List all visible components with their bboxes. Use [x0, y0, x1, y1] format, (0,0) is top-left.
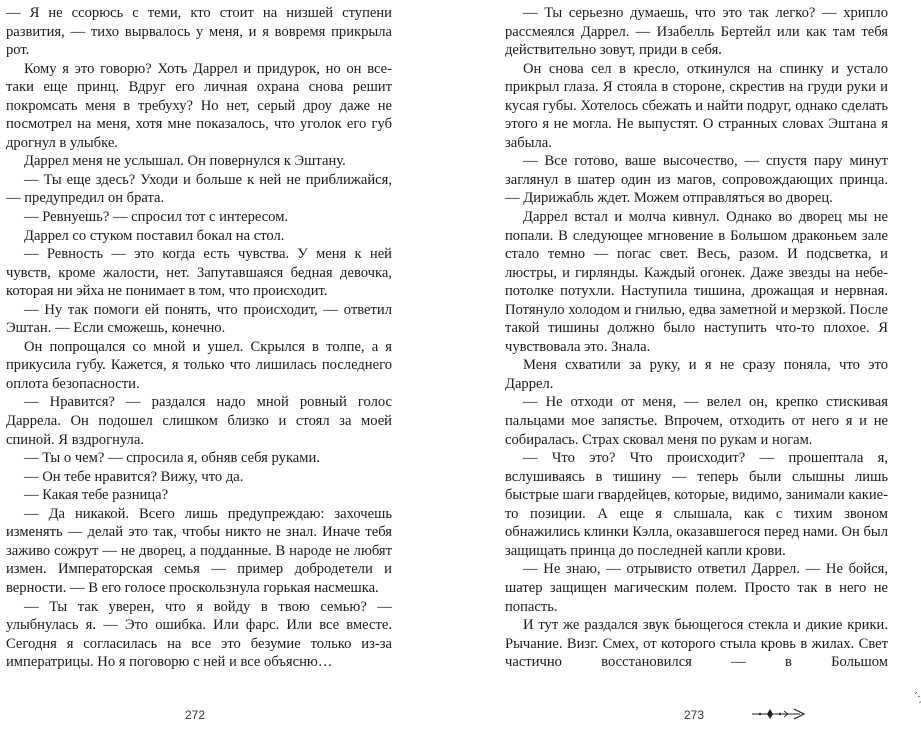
paragraph: Даррел со стуком поставил бокал на стол.	[24, 227, 285, 244]
paragraph: Он попрощался со мной и ушел. Скрылся в толпе, а я прикусила губу. Кажется, я только что лишилась последнего оплота безопасности.	[6, 338, 392, 392]
paragraph: И тут же раздался звук бьющегося стекла и дикие крики. Рычание. Визг. Смех, от которого стыла кровь в жилах. Свет частично восстановился — в Большом	[505, 617, 888, 671]
paragraph: Он снова сел в кресло, откинулся на спинку и устало прикрыл глаза. Я стояла в стороне, скрестив на груди руки и кусая губы. Хотелось сбежать и найти подруг, однако сделать этого я не могла. Не выпустят. О странных словах Эштана я забыла.	[505, 60, 888, 151]
paragraph: — Ты так уверен, что я войду в твою семью? — улыбнулась я. — Это ошибка. Или фарс. Или все вместе. Сегодня я согласилась на все это безумие только из-за императрицы. Но я поговорю с ней и все объясню…	[6, 598, 392, 671]
crescent-moon-icon	[885, 692, 921, 736]
paragraph: Меня схватили за руку, и я не сразу поняла, что это Даррел.	[505, 357, 888, 392]
paragraph: — Ревнуешь? — спросил тот с интересом.	[24, 209, 289, 226]
paragraph: — Да никакой. Всего лишь предупреждаю: захочешь изменять — делай это так, чтобы никто не знал. Иначе тебя заживо сожрут — не дворец, а подданные. В народе не любят измен. Императорская семья — пример добродетели и верности. — В его голосе проскользнула горькая насмешка.	[6, 505, 392, 596]
paragraph: Кому я это говорю? Хоть Даррел и придурок, но он все-таки еще принц. Вдруг его личная охрана снова решит покромсать меня в требуху? Но нет, серый дроу даже не посмотрел на меня, хотя мне показалось, что уголок его губ дрогнул в улыбке.	[6, 60, 392, 151]
arrow-ornament-icon	[750, 706, 810, 722]
paragraph: — Какая тебе разница?	[24, 487, 169, 504]
paragraph: — Не знаю, — отрывисто ответил Даррел. — Не бойся, шатер защищен магическим полем. Просто так в него не попасть.	[505, 561, 888, 615]
right-page	[505, 4, 888, 672]
page-number-right: 273	[684, 708, 705, 722]
paragraph: — Все готово, ваше высочество, — спустя пару минут заглянул в шатер один из магов, сопровождающих принца. — Дирижабль ждет. Можем отправляться во дворец.	[505, 153, 888, 207]
paragraph: — Что это? Что происходит? — прошептала я, вслушиваясь в тишину — теперь были слышны лишь быстрые шаги гвардейцев, которые, видимо, занимали какие-то позиции. А еще я слышала, как с тихим звоном обнажились клинки Кэлла, оказавшегося перед нами. Он был защищать принца до последней капли крови.	[505, 450, 888, 559]
paragraph: — Ревность — это когда есть чувства. У меня к ней чувств, кроме жалости, нет. Запутавшаяся бедная девочка, которая ни эйха не понимает в том, что происходит.	[6, 246, 392, 300]
paragraph: — Он тебе нравится? Вижу, что да.	[24, 468, 244, 485]
paragraph: — Не отходи от меня, — велел он, крепко стискивая пальцами мое запястье. Впрочем, отходить от него я и не собиралась. Страх сковал меня по рукам и ногам.	[505, 394, 888, 448]
paragraph: — Я не ссорюсь с теми, кто стоит на низшей ступени развития, — тихо вырвалось у меня, и я вовремя прикрыла рот.	[6, 5, 392, 59]
paragraph: — Ты серьезно думаешь, что это так легко? — хрипло рассмеялся Даррел. — Изабелль Бертейл или как там тебя действительно зовут, приди в себя.	[505, 5, 888, 59]
paragraph: Даррел меня не услышал. Он повернулся к Эштану.	[24, 153, 346, 170]
left-page	[6, 4, 392, 672]
paragraph: — Ты о чем? — спросила я, обняв себя руками.	[24, 450, 320, 467]
paragraph: Даррел встал и молча кивнул. Однако во дворец мы не попали. В следующее мгновение в Большом драконьем зале стало темно — погас свет. Весь, разом. И подсветка, и люстры, и гирлянды. Каждый огонек. Даже звезды на небе-потолке потухли. Наступила тишина, дрожащая и нервная. Потянуло холодом и гнилью, едва заметной и мерзкой. После такой тишины должно было наступить что-то плохое. Я чувствовала это. Знала.	[505, 209, 888, 355]
paragraph: — Нравится? — раздался надо мной ровный голос Даррела. Он подошел слишком близко и стоял за моей спиной. Я вздрогнула.	[6, 394, 392, 448]
paragraph: — Ну так помоги ей понять, что происходит, — ответил Эштан. — Если сможешь, конечно.	[6, 301, 392, 337]
paragraph: — Ты еще здесь? Уходи и больше к ней не приближайся, — предупредил он брата.	[6, 171, 392, 207]
page-number-left: 272	[185, 708, 206, 722]
